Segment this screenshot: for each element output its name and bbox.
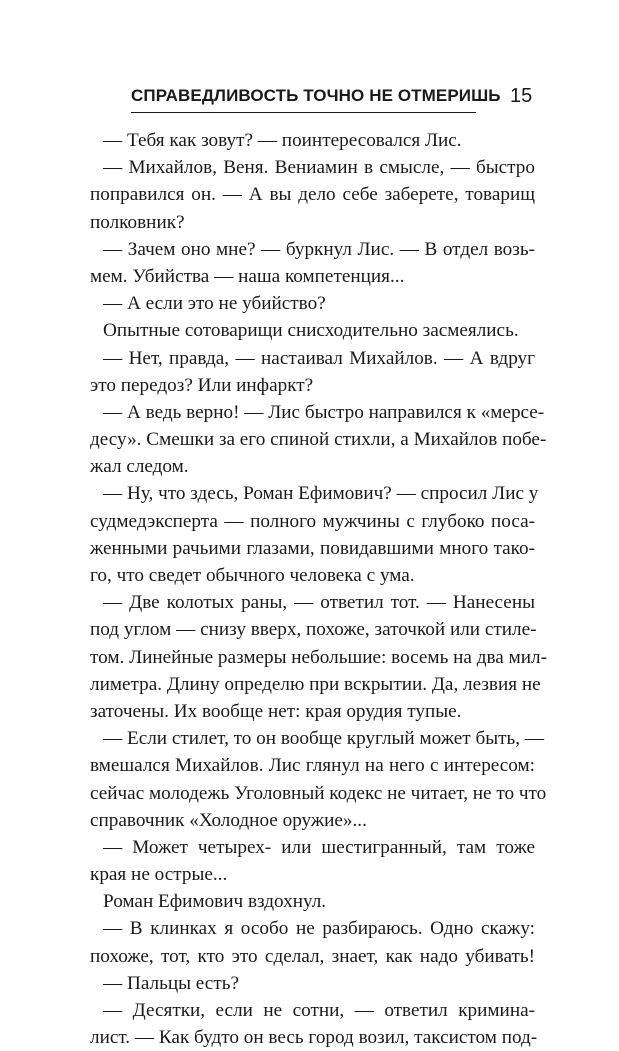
text-line: лиметра. Длину определю при вскрытии. Да, лезвия не xyxy=(90,673,541,695)
text-line: го, что сведет обычного человека с ума. xyxy=(90,565,415,586)
text-line: жал следом. xyxy=(90,456,189,478)
text-line: под углом — снизу вверх, похоже, заточкой или стиле- xyxy=(90,619,537,641)
text-line: — Михайлов, Веня. Вениамин в смысле, — быстро xyxy=(103,157,535,179)
text-line: Опытные сотоварищи снисходительно засмеялись. xyxy=(103,320,519,342)
body-text xyxy=(90,127,547,1051)
text-line: заточены. Их вообще нет: края орудия тупые. xyxy=(90,700,462,722)
text-line: мем. Убийства — наша компетенция... xyxy=(90,265,405,287)
text-line: сейчас молодежь Уголовный кодекс не читает, не то что xyxy=(90,782,547,804)
text-line: том. Линейные размеры небольшие: восемь на два мил- xyxy=(90,646,547,668)
text-line: поправился он. — А вы дело себе заберете, товарищ xyxy=(90,184,535,206)
text-line: вмешался Михайлов. Лис глянул на него с интересом: xyxy=(90,755,535,777)
text-line: судмедэксперта — полного мужчины с глубоко поса- xyxy=(90,510,535,532)
text-line: это передоз? Или инфаркт? xyxy=(90,374,314,396)
text-line: — Зачем оно мне? — буркнул Лис. — В отдел возь- xyxy=(103,238,535,260)
text-line: — Две колотых раны, — ответил тот. — Нанесены xyxy=(103,592,535,614)
text-line: женными рачьими глазами, повидавшими много тако- xyxy=(90,537,535,559)
text-line: лист. — Как будто он весь город возил, таксистом под- xyxy=(90,1027,538,1049)
text-line: десу». Смешки за его спиной стихли, а Михайлов побе- xyxy=(90,429,547,451)
text-line: — А ведь верно! — Лис быстро направился к «мерсе- xyxy=(103,401,545,423)
running-head: СПРАВЕДЛИВОСТЬ ТОЧНО НЕ ОТМЕРИШЬ xyxy=(131,86,476,113)
text-line: края не острые... xyxy=(90,864,228,886)
text-line: — А если это не убийство? xyxy=(103,293,326,315)
text-line: — Тебя как зовут? — поинтересовался Лис. xyxy=(103,130,462,151)
text-line: Роман Ефимович вздохнул. xyxy=(103,891,327,913)
page-number: 15 xyxy=(510,85,533,107)
text-line: полковник? xyxy=(90,211,185,233)
text-line: — Десятки, если не сотни, — ответил кримина- xyxy=(103,1000,535,1021)
text-line: похоже, тот, кто это сделал, знает, как надо убивать! xyxy=(90,945,535,967)
text-line: — Может четырех- или шестигранный, там тоже xyxy=(103,836,535,858)
text-line: — В клинках я особо не разбираюсь. Одно скажу: xyxy=(103,918,535,940)
text-line: справочник «Холодное оружие»... xyxy=(90,809,367,831)
text-line: — Нет, правда, — настаивал Михайлов. — А вдруг xyxy=(103,347,535,369)
text-line: — Пальцы есть? xyxy=(103,972,239,994)
text-line: — Ну, что здесь, Роман Ефимович? — спросил Лис у xyxy=(103,483,539,505)
text-line: — Если стилет, то он вообще круглый может быть, — xyxy=(103,728,545,750)
